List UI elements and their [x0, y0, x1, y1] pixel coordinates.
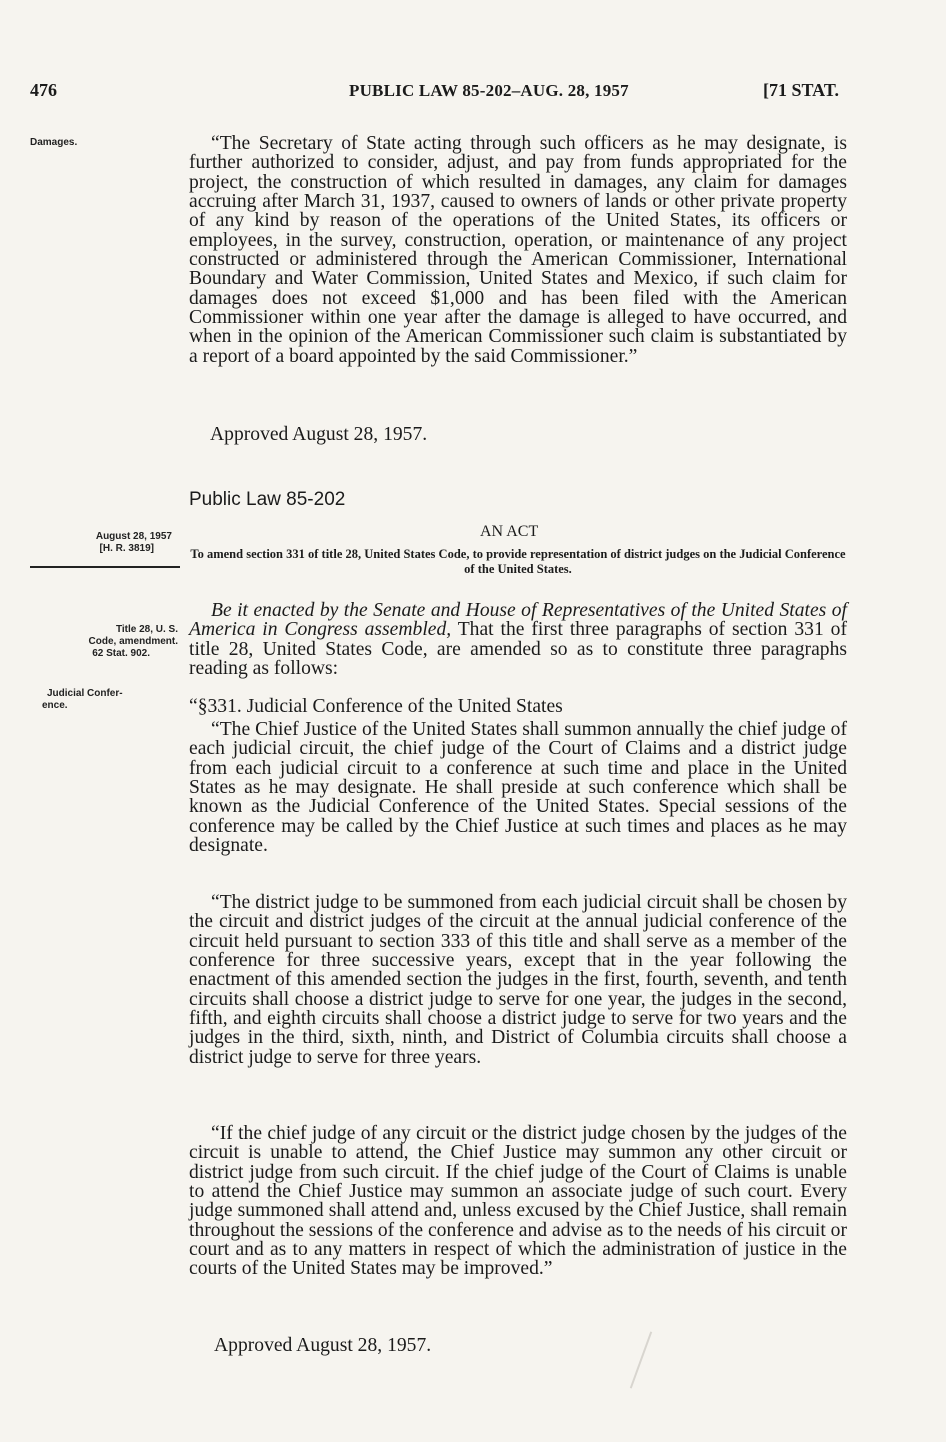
margin-note-judicial-conference [42, 688, 123, 712]
page-number: 476 [30, 80, 57, 100]
section-paragraph-2: “The district judge to be summoned from each judicial circuit shall be chosen by the circuit and district judges of the circuit at the annual judicial conference of the circuit held pursuant to section 333 of this title and shall serve as a member of the conference for three successive years, except that in the year following the enactment of this amended section the judges in the first, fourth, seventh, and tenth circuits shall choose a district judge to serve for one year, the judges in the second, fifth, and eighth circuits shall choose a district judge to serve for two years and the judges in the third, sixth, ninth, and District of Columbia circuits shall choose a district judge to serve for three years. [189, 892, 847, 1068]
act-date: August 28, 1957 [95, 531, 172, 542]
enacting-clause [189, 601, 847, 678]
bill-number: [H. R. 3819] [99, 543, 154, 554]
margin-rule [30, 566, 180, 568]
judicial-line-1: Judicial Confer- [47, 688, 123, 699]
margin-note-act-date [32, 531, 182, 555]
judicial-line-2: ence. [42, 700, 68, 711]
approved-line-1: Approved August 28, 1957. [210, 424, 428, 445]
margin-note-title-28 [30, 624, 178, 660]
enacting-text: That the first three paragraphs of section 331 of title 28, United States Code, are amended so as to constitute three paragraphs reading as follows: [189, 619, 847, 680]
enacting-formula: Be it enacted by the Senate and House of Representatives of the United States of America in Congress assembled, [189, 600, 847, 641]
running-head: PUBLIC LAW 85-202–AUG. 28, 1957 [349, 81, 629, 100]
law-title: Public Law 85-202 [189, 489, 346, 510]
section-heading: “§331. Judicial Conference of the United States [189, 696, 563, 717]
act-purpose: To amend section 331 of title 28, United States Code, to provide representation of district judges on the Judicial Conference of the United States. [190, 547, 846, 576]
section-paragraph-1: “The Chief Justice of the United States shall summon annually the chief judge of each judicial circuit, the chief judge of the Court of Claims and a district judge from each judicial circuit to a conference at such time and place in the United States as he may designate. He shall preside at such conference which shall be known as the Judicial Conference of the United States. Special sessions of the conference may be called by the Chief Justice at such times and places as he may designate. [189, 719, 847, 857]
margin-note-damages: Damages. [30, 137, 78, 148]
title-ref-line-3: 62 Stat. 902. [92, 648, 150, 659]
damages-paragraph: “The Secretary of State acting through such officers as he may designate, is further authorized to consider, adjust, and pay from funds appropriated for the project, the construction of which resulted in damages, any claim for damages accruing after March 31, 1937, caused to owners of lands or other private property of any kind by reason of the operations of the United States, its officers or employees, in the survey, construction, operation, or maintenance of any project constructed or administered through the American Commissioner, International Boundary and Water Commission, United States and Mexico, if such claim for damages does not exceed $1,000 and has been filed with the American Commissioner within one year after the damage is alleged to have occurred, and when in the opinion of the American Commissioner such claim is substantiated by a report of a board appointed by the said Commissioner.” [189, 133, 847, 367]
title-ref-line-2: Code, amendment. [88, 636, 178, 647]
title-ref-line-1: Title 28, U. S. [115, 624, 178, 635]
scan-mark [630, 1331, 652, 1388]
act-label: AN ACT [480, 523, 539, 540]
approved-line-2: Approved August 28, 1957. [214, 1335, 432, 1356]
stat-reference: [71 STAT. [763, 80, 840, 100]
section-paragraph-3: “If the chief judge of any circuit or the district judge chosen by the judges of the circuit is unable to attend, the Chief Justice may summon any other circuit or district judge from such circuit. If the chief judge of the Court of Claims is unable to attend the Chief Justice may summon an associate judge of such court. Every judge summoned shall attend and, unless excused by the Chief Justice, shall remain throughout the sessions of the conference and advise as to the needs of his circuit or court and as to any matters in respect of which the administration of justice in the courts of the United States may be improved.” [189, 1123, 847, 1280]
